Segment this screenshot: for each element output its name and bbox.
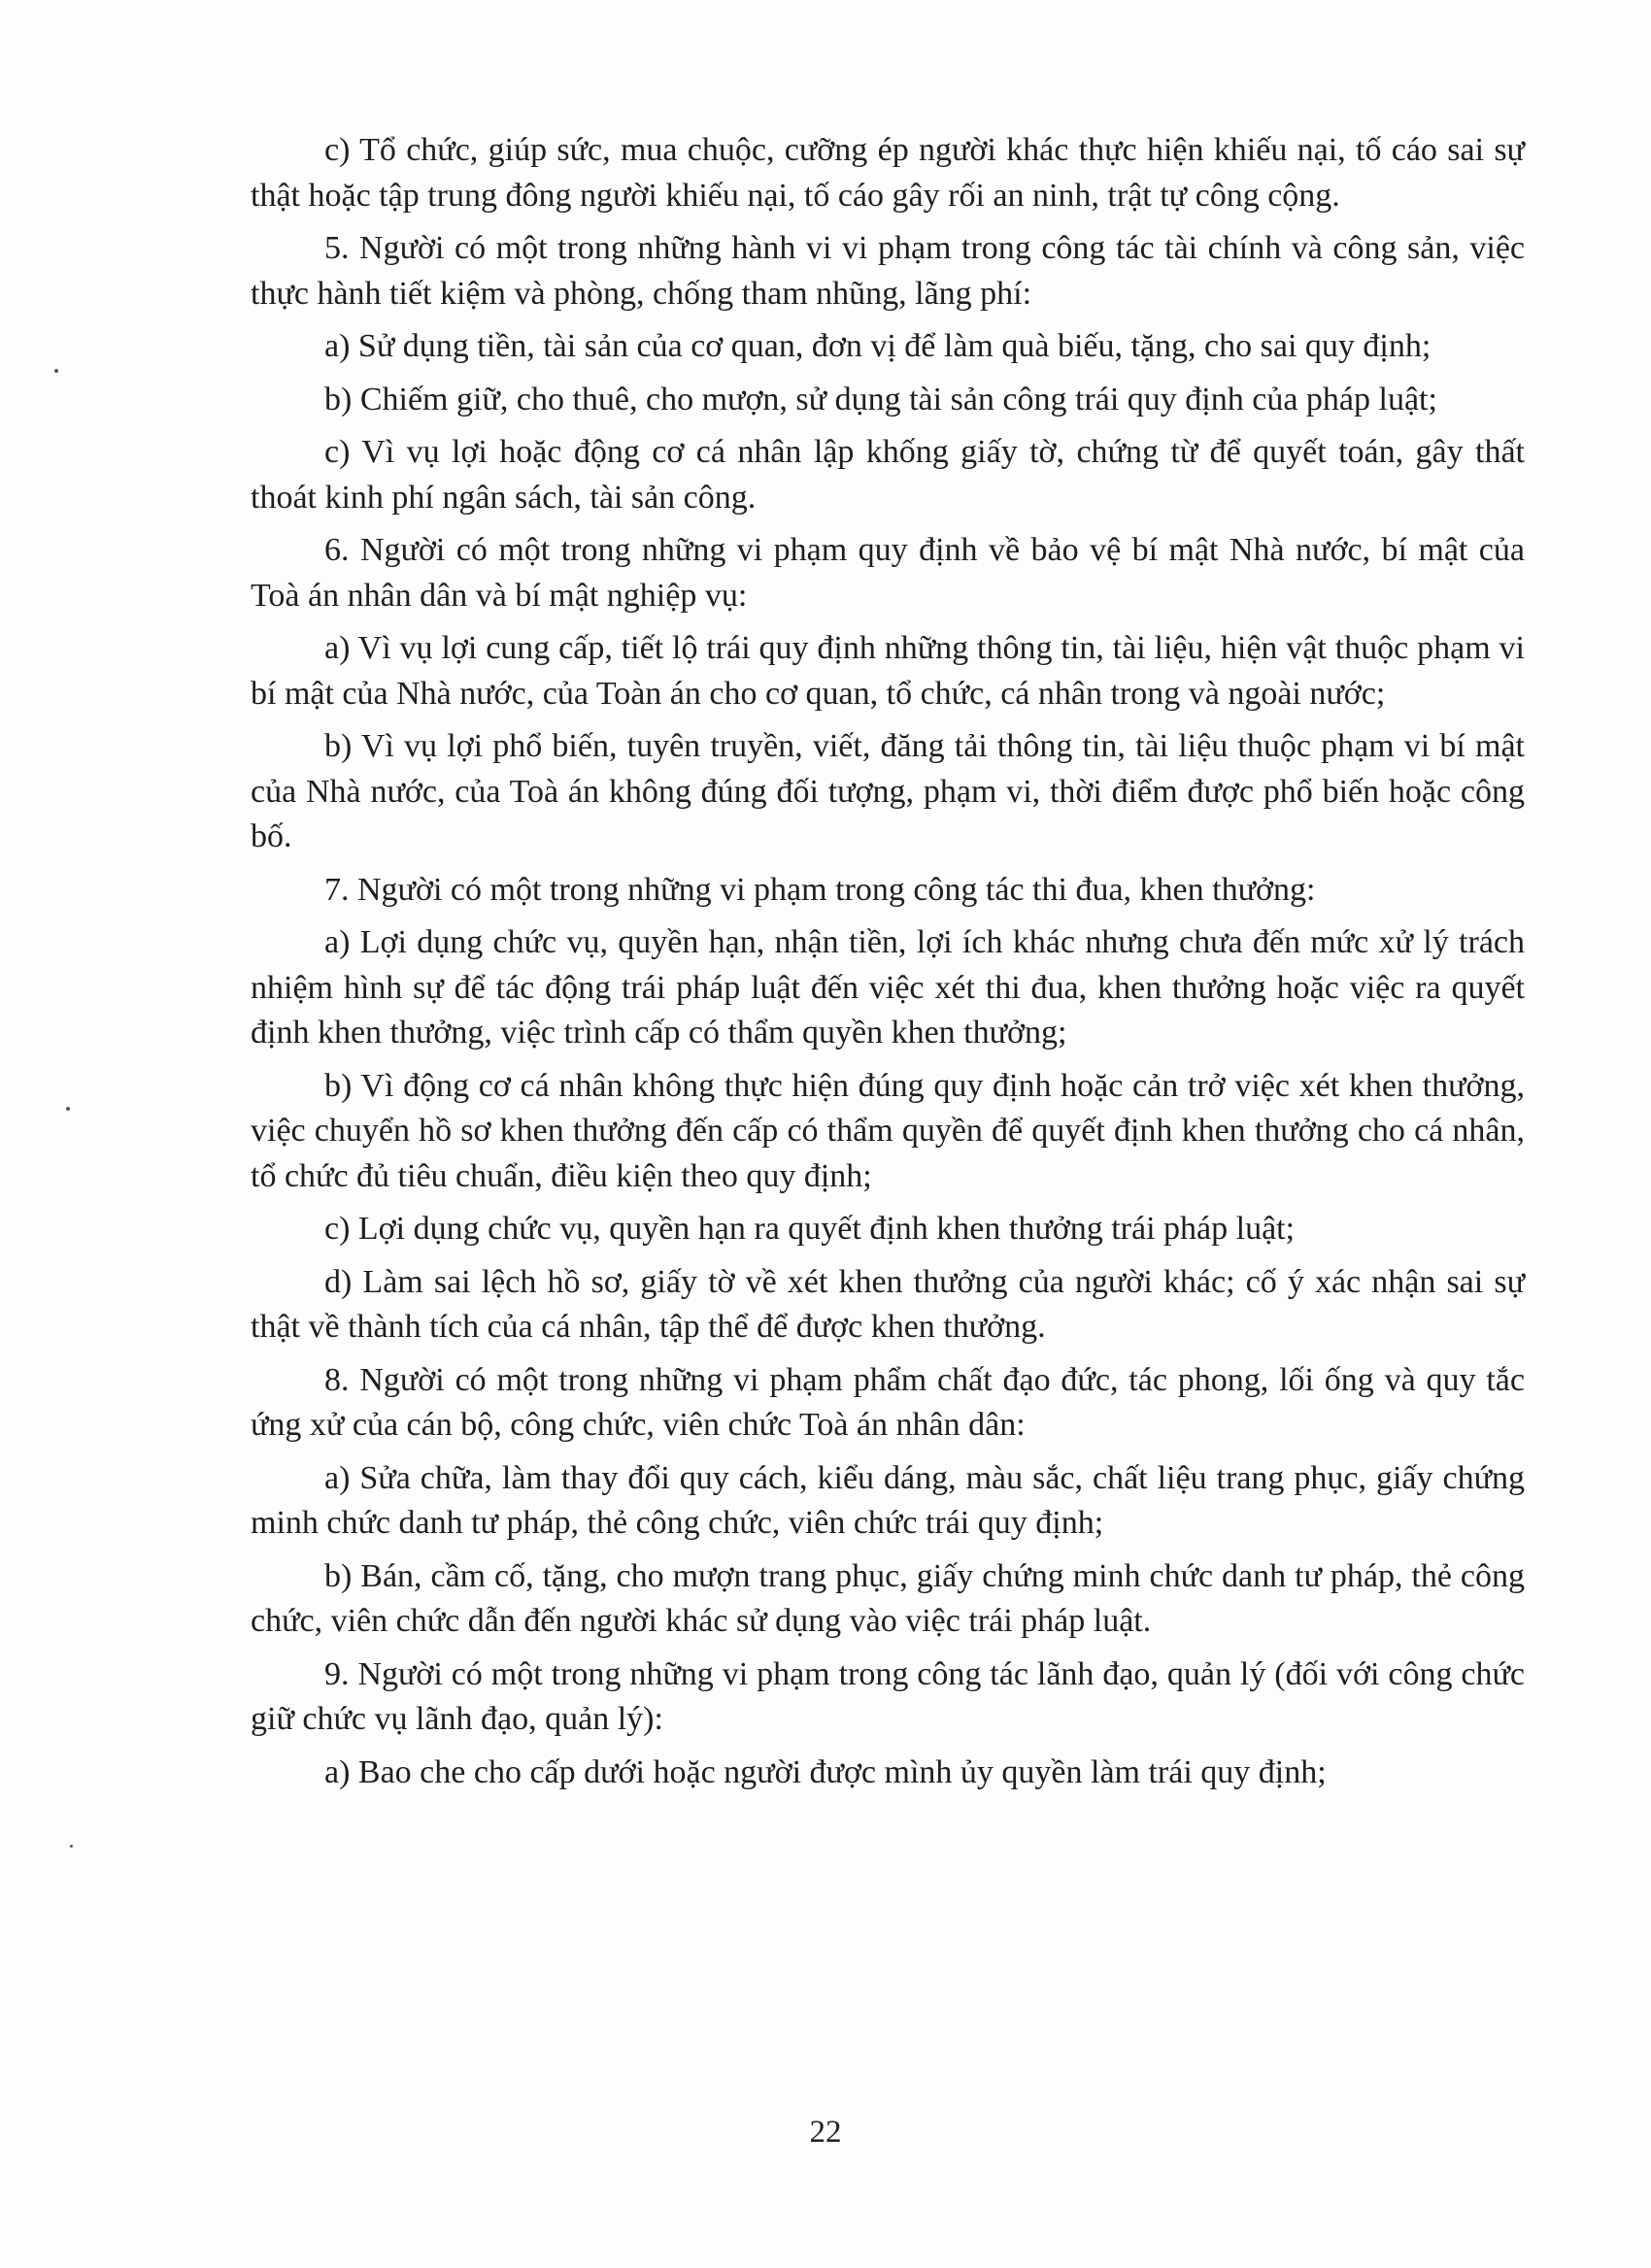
paragraph-7b: b) Vì động cơ cá nhân không thực hiện đúng quy định hoặc cản trở việc xét khen thưởng, việc chuyển hồ sơ khen thưởng đến cấp có thẩm quyền để quyết định khen thưởng cho cá nhân, tổ chức đủ tiêu chuẩn, điều kiện theo quy định; [251,1067,1525,1194]
scan-speck [66,1107,70,1111]
paragraph-7d: d) Làm sai lệch hồ sơ, giấy tờ về xét khen thưởng của người khác; cố ý xác nhận sai sự thật về thành tích của cá nhân, tập thể để được khen thưởng. [251,1263,1525,1345]
paragraph-4c: c) Tổ chức, giúp sức, mua chuộc, cưỡng ép người khác thực hiện khiếu nại, tố cáo sai sự thật hoặc tập trung đông người khiếu nại, tố cáo gây rối an ninh, trật tự công cộng. [251,132,1525,214]
paragraph-5b: b) Chiếm giữ, cho thuê, cho mượn, sử dụng tài sản công trái quy định của pháp luật; [324,381,1437,417]
document-body [251,128,1525,1803]
paragraph-5a: a) Sử dụng tiền, tài sản của cơ quan, đơn vị để làm quà biếu, tặng, cho sai quy định; [324,328,1432,364]
paragraph-6a: a) Vì vụ lợi cung cấp, tiết lộ trái quy định những thông tin, tài liệu, hiện vật thuộc phạm vi bí mật của Nhà nước, của Toàn án cho cơ quan, tổ chức, cá nhân trong và ngoài nước; [251,630,1525,712]
paragraph-8: 8. Người có một trong những vi phạm phẩm chất đạo đức, tác phong, lối ống và quy tắc ứng xử của cán bộ, công chức, viên chức Toà án nhân dân: [251,1361,1525,1443]
paragraph-7a: a) Lợi dụng chức vụ, quyền hạn, nhận tiền, lợi ích khác nhưng chưa đến mức xử lý trách nhiệm hình sự để tác động trái pháp luật đến việc xét thi đua, khen thưởng hoặc việc ra quyết định khen thưởng, việc trình cấp có thẩm quyền khen thưởng; [251,924,1525,1051]
paragraph-6: 6. Người có một trong những vi phạm quy định về bảo vệ bí mật Nhà nước, bí mật của Toà án nhân dân và bí mật nghiệp vụ: [251,532,1525,614]
scan-speck [54,369,58,373]
paragraph-8a: a) Sửa chữa, làm thay đổi quy cách, kiểu dáng, màu sắc, chất liệu trang phục, giấy chứng minh chức danh tư pháp, thẻ công chức, viên chức trái quy định; [251,1459,1525,1541]
paragraph-5: 5. Người có một trong những hành vi vi phạm trong công tác tài chính và công sản, việc thực hành tiết kiệm và phòng, chống tham nhũng, lãng phí: [251,230,1525,312]
paragraph-7: 7. Người có một trong những vi phạm trong công tác thi đua, khen thưởng: [324,871,1316,908]
paragraph-7c: c) Lợi dụng chức vụ, quyền hạn ra quyết định khen thưởng trái pháp luật; [324,1211,1296,1247]
paragraph-8b: b) Bán, cầm cố, tặng, cho mượn trang phục, giấy chứng minh chức danh tư pháp, thẻ công chức, viên chức dẫn đến người khác sử dụng vào việc trái pháp luật. [251,1557,1525,1639]
paragraph-9: 9. Người có một trong những vi phạm trong công tác lãnh đạo, quản lý (đối với công chức giữ chức vụ lãnh đạo, quản lý): [251,1655,1525,1737]
paragraph-9a: a) Bao che cho cấp dưới hoặc người được mình ủy quyền làm trái quy định; [324,1753,1327,1790]
paragraph-5c: c) Vì vụ lợi hoặc động cơ cá nhân lập khống giấy tờ, chứng từ để quyết toán, gây thất thoát kinh phí ngân sách, tài sản công. [251,434,1525,516]
page-number: 22 [809,2115,842,2150]
scan-speck [70,1845,73,1848]
paragraph-6b: b) Vì vụ lợi phổ biến, tuyên truyền, viết, đăng tải thông tin, tài liệu thuộc phạm vi bí mật của Nhà nước, của Toà án không đúng đối tượng, phạm vi, thời điểm được phổ biến hoặc công bố. [251,728,1525,854]
